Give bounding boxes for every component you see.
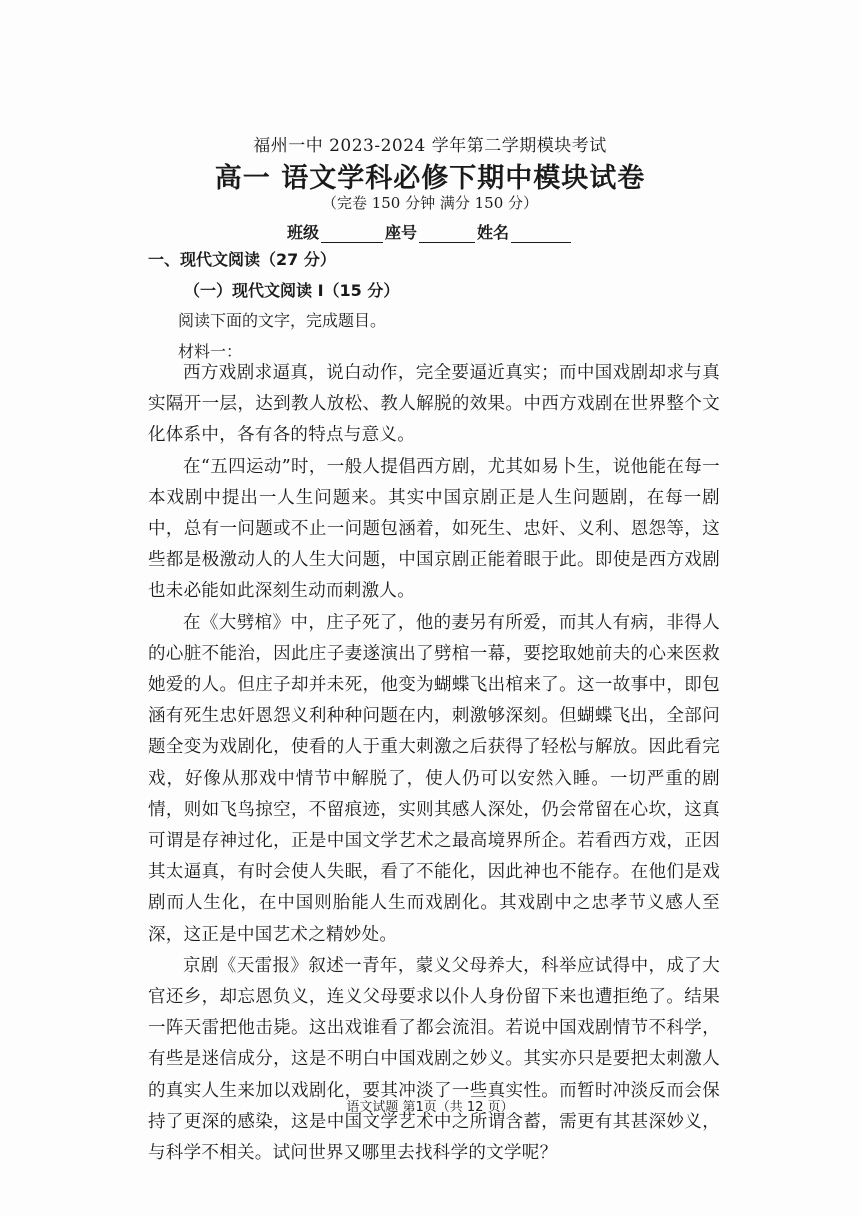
class-label: 班级 xyxy=(286,223,319,242)
reading-passage xyxy=(148,358,720,1169)
name-label: 姓名 xyxy=(477,223,510,242)
page-footer: 语文试题 第1页（共 12 页） xyxy=(346,1100,514,1115)
exam-title: 高一 语文学科必修下期中模块试卷 xyxy=(214,163,646,194)
school-exam-line: 福州一中 2023-2024 学年第二学期模块考试 xyxy=(253,136,607,156)
seat-blank[interactable] xyxy=(419,226,475,243)
section-subheading: （一）现代文阅读 I（15 分） xyxy=(184,281,400,300)
material-label: 材料一： xyxy=(178,342,243,361)
passage-paragraph: 在《大劈棺》中，庄子死了，他的妻另有所爱，而其人有病，非得人的心脏不能治，因此庄子妻遂演出了劈棺一幕，要挖取她前夫的心来医救她爱的人。但庄子却并未死，他变为蝴蝶飞出棺来了。这一故事中，即包涵有死生忠奸恩怨义利种种问题在内，刺激够深刻。但蝴蝶飞出，全部问题全变为戏剧化，使看的人于重大刺激之后获得了轻松与解放。因此看完戏，好像从那戏中情节中解脱了，使人仍可以安然入睡。一切严重的剧情，则如飞鸟掠空，不留痕迹，实则其感人深处，仍会常留在心坎，这真可谓是存神过化，正是中国文学艺术之最高境界所企。若看西方戏，正因其太逼真，有时会使人失眠，看了不能化，因此神也不能存。在他们是戏剧而人生化，在中国则胎能人生而戏剧化。其戏剧中之忠孝节义感人至深，这正是中国艺术之精妙处。 xyxy=(148,612,720,945)
class-blank[interactable] xyxy=(321,226,383,243)
passage-paragraph: 京剧《天雷报》叙述一青年，蒙义父母养大，科举应试得中，成了大官还乡，却忘恩负义，连义父母要求以仆人身份留下来也遭拒绝了。结果一阵天雷把他击毙。这出戏谁看了都会流泪。若说中国戏剧情节不科学，有些是迷信成分，这是不明白中国戏剧之妙义。其实亦只是要把太刺激人的真实人生来加以戏剧化，要其冲淡了一些真实性。而暂时冲淡反而会保持了更深的感染，这是中国文学艺术中之所谓含蓄，需更有其甚深妙义，与科学不相关。试问世界又哪里去找科学的文学呢？ xyxy=(148,955,720,1164)
seat-label: 座号 xyxy=(384,223,417,242)
section-heading: 一、现代文阅读（27 分） xyxy=(148,250,336,269)
student-info-line xyxy=(0,220,860,243)
instruction-text: 阅读下面的文字，完成题目。 xyxy=(178,311,387,330)
passage-paragraph: 在“五四运动”时，一般人提倡西方剧，尤其如易卜生，说他能在每一本戏剧中提出一人生问题来。其实中国京剧正是人生问题剧，在每一剧中，总有一问题或不止一问题包涵着，如死生、忠奸、义利、恩怨等，这些都是极激动人的人生大问题，中国京剧正能着眼于此。即使是西方戏剧也未必能如此深刻生动而刺激人。 xyxy=(148,456,720,602)
name-blank[interactable] xyxy=(511,226,571,243)
exam-duration-score: （完卷 150 分钟 满分 150 分） xyxy=(321,194,539,212)
passage-paragraph: 西方戏剧求逼真，说白动作，完全要逼近真实；而中国戏剧却求与真实隔开一层，达到教人放松、教人解脱的效果。中西方戏剧在世界整个文化体系中，各有各的特点与意义。 xyxy=(148,363,720,446)
